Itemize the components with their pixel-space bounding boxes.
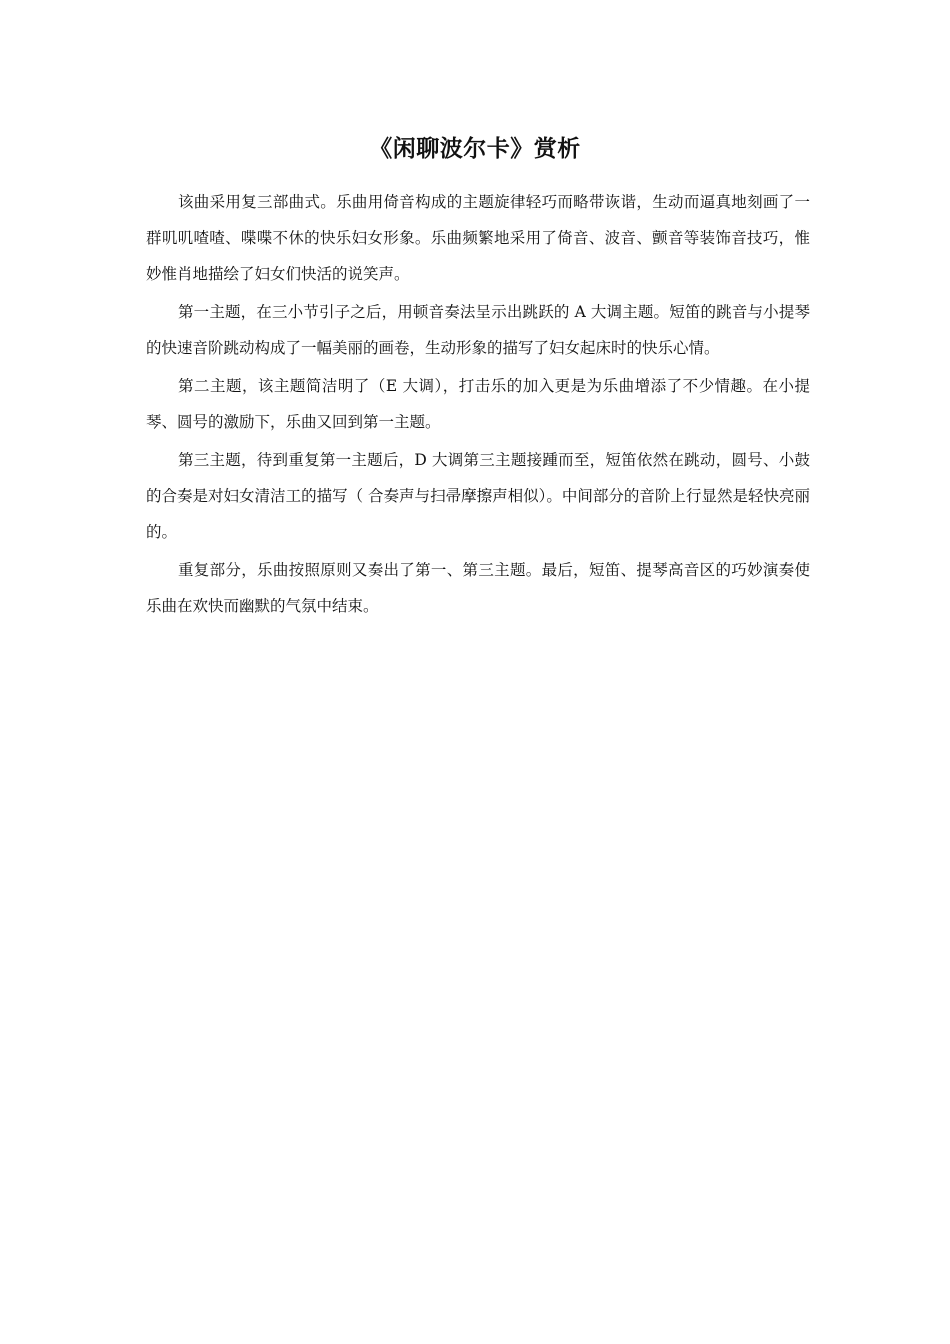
paragraph-third-theme: 第三主题，待到重复第一主题后，D 大调第三主题接踵而至，短笛依然在跳动，圆号、小鼓的合奏是对妇女清洁工的描写（ 合奏声与扫帚摩擦声相似）。中间部分的音阶上行显然是轻快亮丽的。 — [146, 451, 810, 541]
paragraph-first-theme: 第一主题，在三小节引子之后，用顿音奏法呈示出跳跃的 A 大调主题。短笛的跳音与小提琴的快速音阶跳动构成了一幅美丽的画卷，生动形象的描写了妇女起床时的快乐心情。 — [146, 303, 810, 357]
paragraph-recapitulation: 重复部分，乐曲按照原则又奏出了第一、第三主题。最后，短笛、提琴高音区的巧妙演奏使乐曲在欢快而幽默的气氛中结束。 — [146, 561, 810, 615]
paragraph-intro: 该曲采用复三部曲式。乐曲用倚音构成的主题旋律轻巧而略带诙谐，生动而逼真地刻画了一群叽叽喳喳、喋喋不休的快乐妇女形象。乐曲频繁地采用了倚音、波音、颤音等装饰音技巧，惟妙惟肖地描绘了妇女们快活的说笑声。 — [146, 193, 810, 283]
paragraph-second-theme: 第二主题，该主题简洁明了（E 大调），打击乐的加入更是为乐曲增添了不少情趣。在小提琴、圆号的激励下，乐曲又回到第一主题。 — [146, 377, 810, 431]
document-body — [146, 184, 810, 626]
document-title: 《闲聊波尔卡》赏析 — [369, 135, 581, 162]
